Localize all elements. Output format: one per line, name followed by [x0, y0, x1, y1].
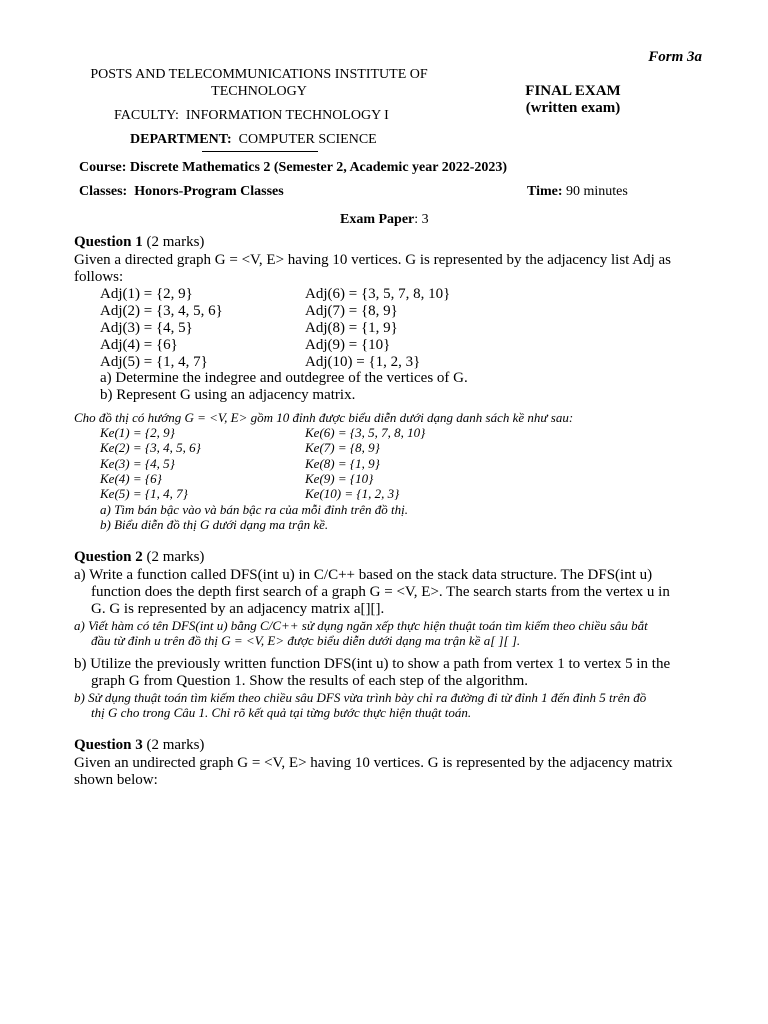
- q1-vi-left-2: Ke(2) = {3, 4, 5, 6}: [100, 440, 201, 455]
- q1-vi-left-1: Ke(1) = {2, 9}: [100, 425, 175, 440]
- q1-vi-left-5: Ke(5) = {1, 4, 7}: [100, 486, 188, 501]
- q3-line1: Given an undirected graph G = <V, E> having 10 vertices. G is represented by the adjacency matrix: [74, 755, 673, 771]
- time-line: [527, 184, 628, 200]
- q1-adj-left-3: Adj(3) = {4, 5}: [100, 320, 193, 336]
- q1-adj-right-1: Adj(6) = {3, 5, 7, 8, 10}: [305, 286, 451, 302]
- faculty-line: [114, 108, 389, 124]
- department-line: [130, 132, 377, 148]
- header-underline: [202, 151, 318, 152]
- q2-a-line2: function does the depth first search of a graph G = <V, E>. The search starts from the vertex u in: [91, 584, 670, 600]
- q1-marks: (2 marks): [146, 234, 205, 250]
- q1-intro-line2: follows:: [74, 269, 124, 285]
- q1-adj-left-4: Adj(4) = {6}: [100, 337, 178, 353]
- q2-a-line1: a) Write a function called DFS(int u) in C/C++ based on the stack data structure. The DFS(int u): [74, 567, 653, 583]
- q1-vi-right-3: Ke(8) = {1, 9}: [305, 456, 380, 471]
- q2-title: Question 2: [74, 549, 143, 565]
- exam-paper-value: : 3: [414, 212, 429, 227]
- time-label: Time:: [527, 184, 563, 199]
- institute-name-line2: TECHNOLOGY: [211, 84, 307, 99]
- q1-title: Question 1: [74, 234, 143, 250]
- q1-vi-right-4: Ke(9) = {10}: [305, 471, 374, 486]
- q1-vi-intro: Cho đồ thị có hướng G = <V, E> gồm 10 đỉnh được biểu diễn dưới dạng danh sách kề như sau:: [74, 410, 574, 425]
- q2-heading: [74, 549, 204, 566]
- exam-title: FINAL EXAM: [525, 83, 621, 99]
- department-value: COMPUTER SCIENCE: [238, 132, 377, 147]
- q3-marks: (2 marks): [146, 737, 205, 753]
- q1-vi-part-b: b) Biểu diễn đồ thị G dưới dạng ma trận kề.: [100, 517, 329, 532]
- course-line: Course: Discrete Mathematics 2 (Semester 2, Academic year 2022-2023): [79, 160, 508, 175]
- q1-intro-line1: Given a directed graph G = <V, E> having 10 vertices. G is represented by the adjacency list Adj as: [74, 252, 672, 268]
- q1-adj-right-3: Adj(8) = {1, 9}: [305, 320, 398, 336]
- q1-adj-left-5: Adj(5) = {1, 4, 7}: [100, 354, 208, 370]
- q2-vi-a-line1: a) Viết hàm có tên DFS(int u) bằng C/C++ sử dụng ngăn xếp thực hiện thuật toán tìm kiếm theo chiều sâu bắt: [74, 618, 648, 633]
- q2-b-line1: b) Utilize the previously written function DFS(int u) to show a path from vertex 1 to vertex 5 in the: [74, 656, 671, 672]
- q3-title: Question 3: [74, 737, 143, 753]
- q1-vi-right-2: Ke(7) = {8, 9}: [305, 440, 380, 455]
- q2-vi-b-line1: b) Sử dụng thuật toán tìm kiếm theo chiều sâu DFS vừa trình bày chỉ ra đường đi từ đỉnh 1 đến đỉnh 5 trên đồ: [74, 690, 647, 705]
- classes-value: Honors-Program Classes: [134, 184, 284, 199]
- q1-adj-right-2: Adj(7) = {8, 9}: [305, 303, 398, 319]
- q2-vi-a-line2: đầu từ đỉnh u trên đồ thị G = <V, E> được biểu diễn dưới dạng ma trận kề a[ ][ ].: [91, 633, 521, 648]
- q1-adj-right-5: Adj(10) = {1, 2, 3}: [305, 354, 421, 370]
- faculty-label: FACULTY:: [114, 108, 179, 123]
- q1-adj-left-1: Adj(1) = {2, 9}: [100, 286, 193, 302]
- q1-vi-right-5: Ke(10) = {1, 2, 3}: [305, 486, 400, 501]
- q1-heading: [74, 234, 204, 251]
- q1-adj-left-2: Adj(2) = {3, 4, 5, 6}: [100, 303, 223, 319]
- q2-vi-b-line2: thị G cho trong Câu 1. Chỉ rõ kết quả tại từng bước thực hiện thuật toán.: [91, 705, 472, 720]
- q1-vi-left-3: Ke(3) = {4, 5}: [100, 456, 175, 471]
- exam-paper-line: [340, 212, 429, 228]
- q1-adj-right-4: Adj(9) = {10}: [305, 337, 391, 353]
- q1-part-a: a) Determine the indegree and outdegree of the vertices of G.: [100, 370, 468, 386]
- time-value: 90 minutes: [566, 184, 628, 199]
- exam-type: (written exam): [525, 100, 621, 116]
- q2-marks: (2 marks): [146, 549, 205, 565]
- department-label: DEPARTMENT:: [130, 132, 232, 147]
- q1-vi-left-4: Ke(4) = {6}: [100, 471, 162, 486]
- classes-line: [79, 184, 284, 200]
- q3-heading: [74, 737, 204, 754]
- form-number: Form 3a: [648, 49, 702, 65]
- classes-label: Classes:: [79, 184, 128, 199]
- faculty-value: INFORMATION TECHNOLOGY I: [185, 108, 389, 123]
- institute-name-line1: POSTS AND TELECOMMUNICATIONS INSTITUTE OF: [90, 67, 428, 82]
- exam-paper-label: Exam Paper: [340, 212, 415, 227]
- q1-vi-part-a: a) Tìm bán bậc vào và bán bậc ra của mỗi đỉnh trên đồ thị.: [100, 502, 408, 517]
- q1-vi-right-1: Ke(6) = {3, 5, 7, 8, 10}: [305, 425, 426, 440]
- q1-part-b: b) Represent G using an adjacency matrix.: [100, 387, 356, 403]
- q2-b-line2: graph G from Question 1. Show the results of each step of the algorithm.: [91, 673, 528, 689]
- q3-line2: shown below:: [74, 772, 158, 788]
- q2-a-line3: G. G is represented by an adjacency matrix a[][].: [91, 601, 385, 617]
